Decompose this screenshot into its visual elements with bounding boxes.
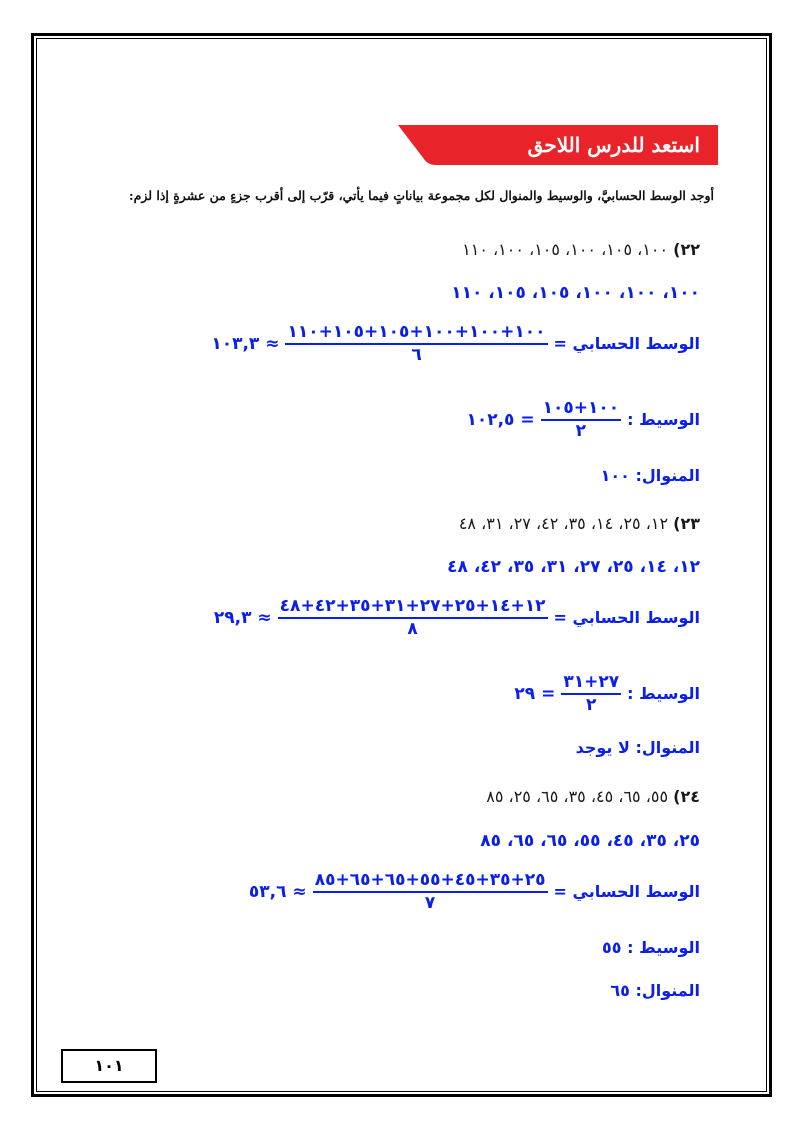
problem-23-mode: المنوال: لا يوجد [575,738,700,757]
problem-23-median [514,672,700,715]
median-result: = ٢٩ [514,683,556,704]
problem-number: ٢٤) [673,787,700,806]
problem-24-mode: المنوال: ٦٥ [610,981,700,1000]
mean-result: ≈ ٥٣,٦ [248,881,307,902]
problem-number: ٢٣) [673,514,700,533]
problem-data: ١٠٠، ١٠٥، ١٠٠، ١٠٥، ١٠٠، ١١٠ [462,240,669,259]
median-denominator: ٢ [586,695,597,715]
problem-data: ٥٥، ٦٥، ٤٥، ٣٥، ٦٥، ٢٥، ٨٥ [486,787,669,806]
median-label: الوسيط : [627,684,700,703]
mean-result: ≈ ١٠٣,٣ [211,333,280,354]
median-numerator: ١٠٠+١٠٥ [541,398,622,421]
median-fraction [541,398,622,441]
mean-fraction [278,596,548,639]
mean-numerator: ١٢+١٤+٢٥+٢٧+٣١+٣٥+٤٢+٤٨ [278,596,548,619]
median-denominator: ٢ [575,421,587,441]
mean-fraction [313,870,548,913]
mean-fraction [285,322,547,365]
problem-24-sorted: ٢٥، ٣٥، ٤٥، ٥٥، ٦٥، ٦٥، ٨٥ [480,831,700,851]
problem-23-data-line [459,514,700,533]
mean-label: الوسط الحسابي = [553,882,700,901]
mean-denominator: ٧ [424,893,436,913]
problem-22-mode: المنوال: ١٠٠ [600,466,700,485]
problem-number: ٢٢) [673,240,700,259]
mean-result: ≈ ٢٩,٣ [213,607,272,628]
problem-data: ١٢، ٢٥، ١٤، ٣٥، ٤٢، ٢٧، ٣١، ٤٨ [458,514,669,533]
problem-22-sorted: ١٠٠، ١٠٠، ١٠٠، ١٠٥، ١٠٥، ١١٠ [451,283,700,303]
problem-22-mean [211,322,700,365]
problem-22-median [466,398,700,441]
banner-title: استعد للدرس اللاحق [527,133,700,157]
problem-22-data-line [462,240,700,259]
median-numerator: ٢٧+٣١ [561,672,621,695]
problem-23-sorted: ١٢، ١٤، ٢٥، ٢٧، ٣١، ٣٥، ٤٢، ٤٨ [447,557,700,577]
mean-numerator: ١٠٠+١٠٠+١٠٠+١٠٥+١٠٥+١١٠ [285,322,547,345]
mean-label: الوسط الحسابي = [553,608,700,627]
median-fraction [561,672,621,715]
problem-24-mean [249,870,700,913]
problem-23-mean [214,596,700,639]
instructions: أوجد الوسط الحسابيَّ، والوسيط والمنوال لكل مجموعة بياناتٍ فيما يأتي، قرّب إلى أقرب جزءٍ من عشرةٍ إذا لزم: [128,188,714,203]
problem-24-median: الوسيط : ٥٥ [602,938,700,957]
problem-24-data-line [486,787,700,806]
mean-numerator: ٢٥+٣٥+٤٥+٥٥+٦٥+٦٥+٨٥ [313,870,548,893]
median-result: = ١٠٢,٥ [466,409,535,430]
section-banner [398,125,718,165]
mean-denominator: ٦ [411,345,422,365]
mean-denominator: ٨ [407,619,418,639]
page-number: ١٠١ [61,1049,157,1083]
mean-label: الوسط الحسابي = [553,334,700,353]
median-label: الوسيط : [627,410,700,429]
